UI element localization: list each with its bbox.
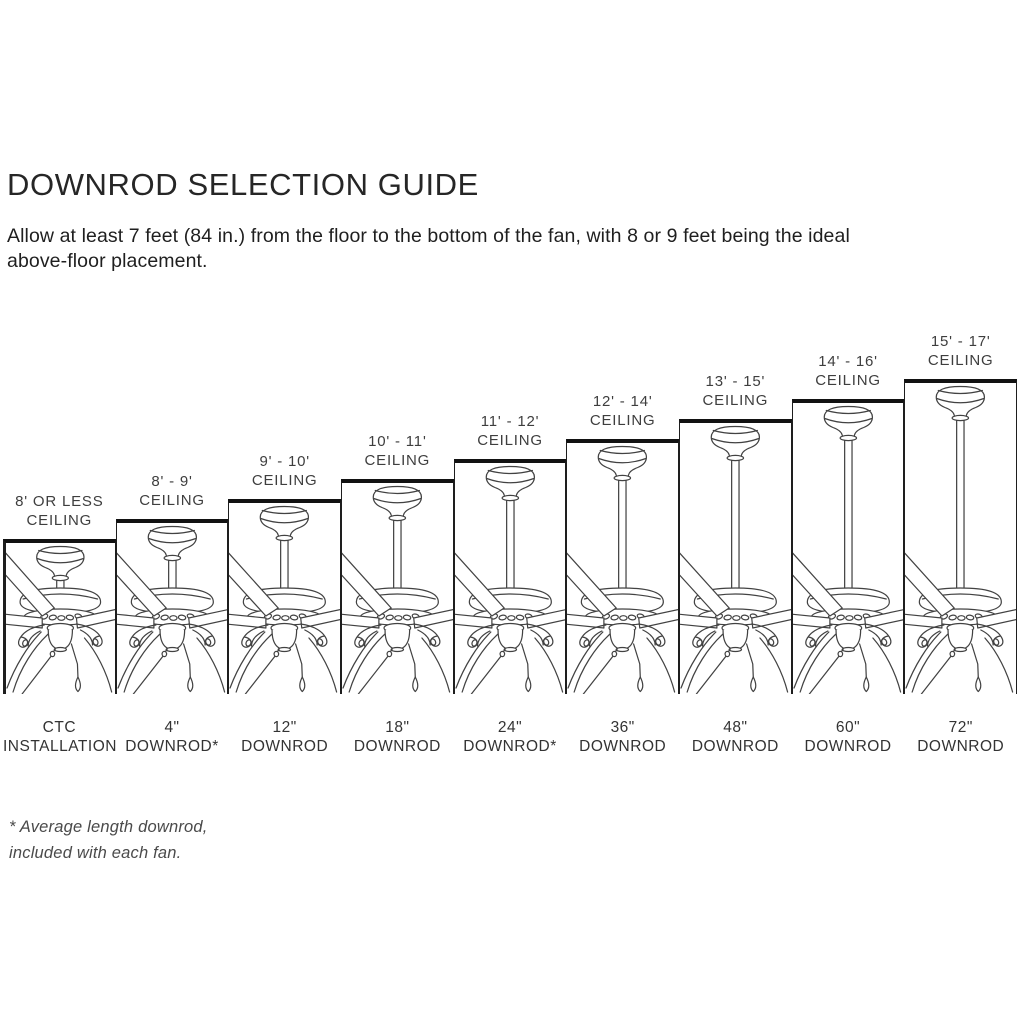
ceiling-box xyxy=(904,379,1017,694)
diagram-column xyxy=(341,432,454,762)
downrod-rod xyxy=(506,499,513,594)
ceiling-height-label xyxy=(792,352,905,390)
downrod-word: DOWNROD xyxy=(804,738,892,755)
diagram-column xyxy=(454,412,567,762)
ceiling-height-label xyxy=(454,412,567,450)
ceiling-word: CEILING xyxy=(139,492,205,509)
ceiling-range: 11' - 12' xyxy=(480,413,540,430)
page-title: DOWNROD SELECTION GUIDE xyxy=(7,167,479,202)
diagram-column xyxy=(679,372,792,762)
ceiling-word: CEILING xyxy=(815,372,881,389)
intro-line-1: Allow at least 7 feet (84 in.) from the floor to the bottom of the fan, with 8 or 9 feet being the ideal xyxy=(7,225,850,247)
ceiling-range: 12' - 14' xyxy=(592,393,653,410)
canopy xyxy=(711,427,759,461)
canopy xyxy=(824,407,872,441)
ceiling-range: 14' - 16' xyxy=(818,353,878,370)
ceiling-word: CEILING xyxy=(251,472,318,489)
downrod-label xyxy=(3,694,116,762)
ceiling-fan-illustration xyxy=(567,443,678,694)
light-kit xyxy=(47,624,73,652)
downrod-size: 12" xyxy=(272,719,297,736)
downrod-label xyxy=(792,694,905,762)
downrod-label xyxy=(566,694,679,762)
ceiling-fan-illustration xyxy=(342,483,453,694)
ceiling-range: 13' - 15' xyxy=(705,373,766,390)
ceiling-box xyxy=(792,399,905,694)
light-kit xyxy=(722,624,749,652)
downrod-rod xyxy=(732,459,739,594)
light-kit xyxy=(384,624,411,652)
ceiling-word: CEILING xyxy=(477,432,543,449)
diagram-column xyxy=(3,492,116,762)
ceiling-word: CEILING xyxy=(702,392,769,409)
diagram-column xyxy=(792,352,905,762)
ceiling-range: 10' - 11' xyxy=(368,433,427,450)
light-kit xyxy=(497,624,524,652)
footnote-line-1: * Average length downrod, xyxy=(9,818,208,836)
ceiling-fan-illustration xyxy=(229,503,340,694)
light-kit xyxy=(609,624,636,652)
downrod-rod xyxy=(844,439,851,594)
ceiling-range: 8' - 9' xyxy=(151,473,193,490)
downrod-word: DOWNROD xyxy=(917,738,1005,755)
ceiling-fan-illustration xyxy=(6,543,115,694)
downrod-label xyxy=(116,694,229,762)
ceiling-height-label xyxy=(3,492,116,530)
ceiling-range: 8' OR LESS xyxy=(15,493,104,510)
downrod-word: DOWNROD* xyxy=(463,738,557,755)
footnote-line-2: included with each fan. xyxy=(9,844,182,862)
downrod-size: 72" xyxy=(948,719,973,736)
ceiling-box xyxy=(3,539,116,694)
downrod-word: DOWNROD* xyxy=(125,738,219,755)
footnote xyxy=(9,814,208,866)
ceiling-fan-illustration xyxy=(117,523,228,694)
canopy xyxy=(373,487,421,521)
downrod-word: DOWNROD xyxy=(241,738,329,755)
downrod-size: CTC xyxy=(42,719,77,736)
intro-line-2: above-floor placement. xyxy=(7,250,208,272)
downrod-rod xyxy=(957,419,964,594)
light-kit xyxy=(947,624,974,652)
ceiling-height-label xyxy=(679,372,792,410)
ceiling-word: CEILING xyxy=(364,452,431,469)
downrod-rod xyxy=(281,539,288,594)
ceiling-box xyxy=(228,499,341,694)
downrod-size: 60" xyxy=(835,719,861,736)
downrod-label xyxy=(454,694,567,762)
downrod-rod xyxy=(619,479,626,594)
canopy xyxy=(486,467,534,501)
diagram-column xyxy=(228,452,341,762)
ceiling-height-label xyxy=(904,332,1017,370)
downrod-label xyxy=(904,694,1017,762)
ceiling-fan-illustration xyxy=(905,383,1016,694)
downrod-rod xyxy=(394,519,401,594)
ceiling-height-label xyxy=(341,432,454,470)
canopy xyxy=(261,507,309,541)
downrod-label xyxy=(228,694,341,762)
downrod-word: INSTALLATION xyxy=(3,738,117,755)
downrod-word: DOWNROD xyxy=(691,738,779,755)
ceiling-word: CEILING xyxy=(927,352,994,369)
ceiling-range: 9' - 10' xyxy=(259,453,310,470)
ceiling-word: CEILING xyxy=(589,412,656,429)
canopy xyxy=(37,547,84,581)
downrod-word: DOWNROD xyxy=(353,738,441,755)
canopy xyxy=(937,387,985,421)
downrod-size: 4" xyxy=(164,719,180,736)
ceiling-fan-illustration xyxy=(680,423,791,694)
ceiling-height-label xyxy=(228,452,341,490)
diagram-column xyxy=(116,472,229,762)
downrod-size: 36" xyxy=(610,719,635,736)
canopy xyxy=(148,527,196,561)
ceiling-range: 15' - 17' xyxy=(930,333,991,350)
light-kit xyxy=(835,624,862,652)
ceiling-box xyxy=(566,439,679,694)
intro-text xyxy=(7,224,850,274)
downrod-word: DOWNROD xyxy=(579,738,667,755)
ceiling-fan-illustration xyxy=(793,403,904,694)
ceiling-box xyxy=(341,479,454,694)
downrod-label xyxy=(679,694,792,762)
ceiling-height-label xyxy=(566,392,679,430)
ceiling-height-label xyxy=(116,472,229,510)
downrod-label xyxy=(341,694,454,762)
ceiling-box xyxy=(454,459,567,694)
downrod-size: 24" xyxy=(497,719,523,736)
ceiling-box xyxy=(116,519,229,694)
light-kit xyxy=(159,624,186,652)
downrod-step-diagram xyxy=(3,332,1017,762)
ceiling-box xyxy=(679,419,792,694)
downrod-size: 48" xyxy=(723,719,748,736)
canopy xyxy=(599,447,647,481)
light-kit xyxy=(271,624,298,652)
diagram-column xyxy=(904,332,1017,762)
downrod-size: 18" xyxy=(385,719,410,736)
ceiling-fan-illustration xyxy=(455,463,566,694)
diagram-column xyxy=(566,392,679,762)
ceiling-word: CEILING xyxy=(26,512,93,529)
